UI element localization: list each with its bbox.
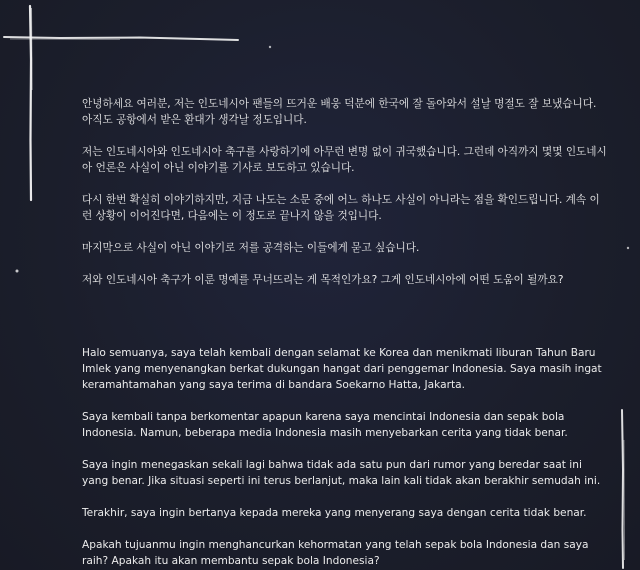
korean-paragraph-3: 다시 한번 확실히 이야기하지만, 지금 나도는 소문 중에 어느 하나도 사실이 아니라는 점을 확인드립니다. 계속 이런 상황이 이어진다면, 다음에는 이 정도로 끝나지 않을 것입니다. <box>82 194 600 222</box>
korean-message <box>82 96 607 288</box>
indonesian-paragraph-1: Halo semuanya, saya telah kembali dengan selamat ke Korea dan menikmati liburan Tahun Baru Imlek yang menyenangkan berkat dukungan hangat dari penggemar Indonesia. Saya masih ingat keramahtamahan yang saya terima di bandara Soekarno Hatta, Jakarta. <box>82 347 602 391</box>
korean-paragraph-1: 안녕하세요 여러분, 저는 인도네시아 팬들의 뜨거운 배웅 덕분에 한국에 잘 돌아와서 설날 명절도 잘 보냈습니다. 아직도 공항에서 받은 환대가 생각날 정도입니다. <box>82 98 597 126</box>
korean-paragraph-2: 저는 인도네시아와 인도네시아 축구를 사랑하기에 아무런 변명 없이 귀국했습니다. 그런데 아직까지 몇몇 인도네시아 언론은 사실이 아닌 이야기를 기사로 보도하고 있습니다. <box>82 146 607 174</box>
indonesian-paragraph-3: Saya ingin menegaskan sekali lagi bahwa tidak ada satu pun dari rumor yang beredar saat ini yang benar. Jika situasi seperti ini terus berlanjut, maka lain kali tidak akan berakhir semudah ini. <box>82 459 601 487</box>
korean-paragraph-4: 마지막으로 사실이 아닌 이야기로 저를 공격하는 이들에게 묻고 싶습니다. <box>82 242 420 254</box>
korean-paragraph-5: 저와 인도네시아 축구가 이룬 명예를 무너뜨리는 게 목적인가요? 그게 인도네시아에 어떤 도움이 될까요? <box>82 274 564 286</box>
indonesian-paragraph-4: Terakhir, saya ingin bertanya kepada mereka yang menyerang saya dengan cerita tidak benar. <box>82 507 587 519</box>
indonesian-paragraph-5: Apakah tujuanmu ingin menghancurkan kehormatan yang telah sepak bola Indonesia dan saya raih? Apakah itu akan membantu sepak bola Indonesia? <box>82 539 589 567</box>
indonesian-message <box>82 345 607 569</box>
indonesian-paragraph-2: Saya kembali tanpa berkomentar apapun karena saya mencintai Indonesia dan sepak bola Indonesia. Namun, beberapa media Indonesia masih menyebarkan cerita yang tidak benar. <box>82 411 568 439</box>
